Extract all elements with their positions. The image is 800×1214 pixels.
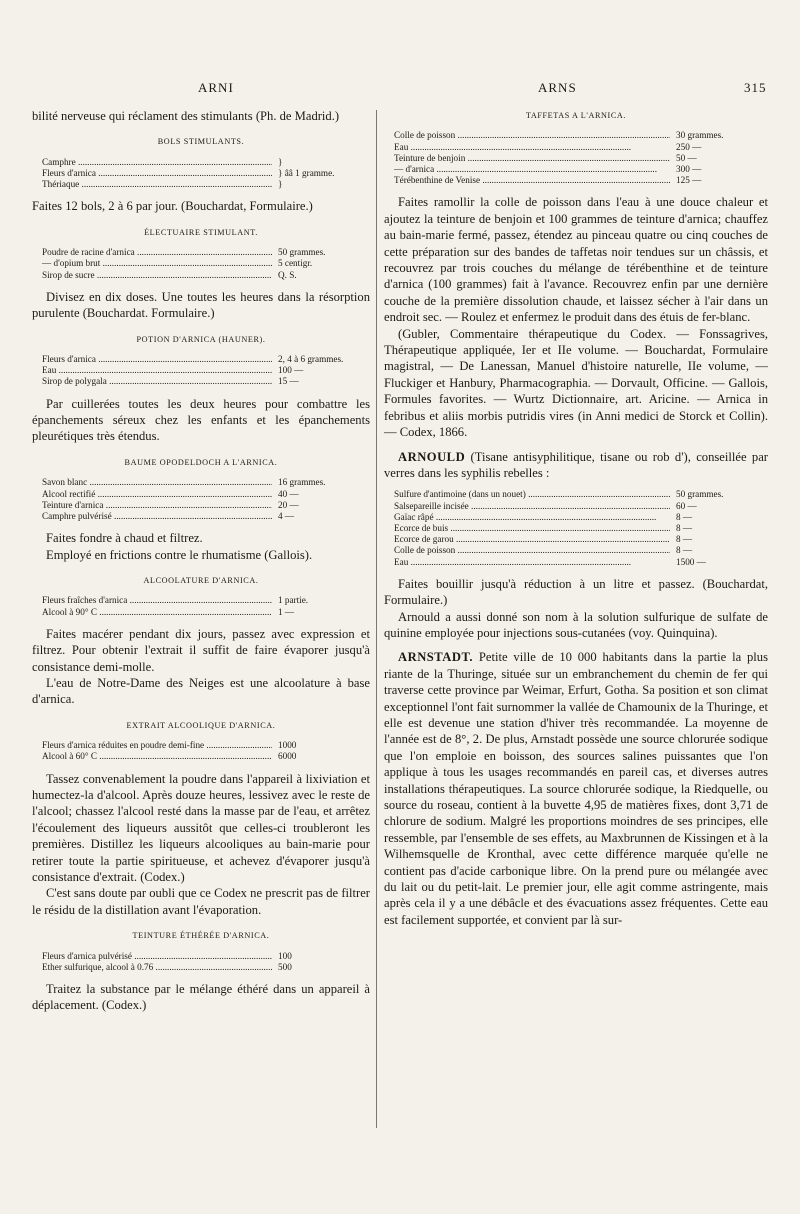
- recipe-title-alcoolature: ALCOOLATURE D'ARNICA.: [143, 575, 259, 585]
- ingredient-name: Fleurs d'arnica pulvérisé .....: [42, 951, 272, 962]
- ingredient-name: Ecorce de garou .....: [394, 534, 670, 545]
- ingredient-quantity: 50 —: [676, 152, 697, 163]
- ingredients-alcoolature: [32, 595, 370, 617]
- ingredient-quantity: 2, 4 à 6 grammes.: [278, 354, 344, 365]
- entry-arnould: [384, 449, 768, 482]
- ingredient-row: [42, 740, 370, 751]
- paragraph-taffetas: Faites ramollir la colle de poisson dans l'eau à une douce chaleur et ajoutez la teinture de benjoin et 100 grammes de teinture d'arnica; chauffez au bain-marie fermé, passez, étendez au pinceau quatre ou cinq couches de cette préparation sur des bandes de taffetas noir tendues sur un châssis, et recouvrez par trois couches du mélange de térébenthine et de teinture d'arnica (100 grammes) fait à l'avance. Recouvrez enfin par une dernière couche de la première dissolution chaude, et laissez sécher à l'air dans un endroit sec. — Roulez et enfermez le produit dans des étuis de fer-blanc.: [384, 195, 768, 325]
- recipe-title-teinture: TEINTURE ÉTHÉRÉE D'ARNICA.: [132, 931, 270, 941]
- ingredient-quantity: }: [278, 179, 283, 190]
- ingredients-taffetas: [384, 130, 768, 186]
- ingredients-teinture: [32, 951, 370, 973]
- ingredient-quantity: 60 —: [676, 500, 697, 511]
- ingredient-name: Térébenthine de Venise .....: [394, 175, 670, 186]
- paragraph-baume-1: Faites fondre à chaud et filtrez.: [46, 531, 203, 546]
- running-head-middle: ARNS: [538, 80, 577, 95]
- ingredient-name: Teinture d'arnica .....: [42, 500, 272, 511]
- ingredient-quantity: 125 —: [676, 175, 702, 186]
- paragraph-alcoolature-1: Faites macérer pendant dix jours, passez avec expression et filtrez. Pour obtenir l'extrait il suffit de faire évaporer jusqu'à consistance demi-molle.: [32, 626, 370, 674]
- recipe-title-extrait: EXTRAIT ALCOOLIQUE D'ARNICA.: [126, 720, 276, 730]
- ingredient-name: Gaïac râpé .....: [394, 512, 670, 523]
- ingredient-quantity: 500: [278, 961, 292, 972]
- ingredient-row: [42, 751, 370, 762]
- ingredient-row: [394, 175, 768, 186]
- ingredient-quantity: 8 —: [676, 545, 693, 556]
- ingredient-row: [42, 258, 370, 269]
- paragraph-potion: Par cuillerées toutes les deux heures pour combattre les épanchements séreux chez les enfants et les épanchements pleurétiques très étendus.: [32, 396, 370, 444]
- ingredient-quantity: 8 —: [676, 534, 693, 545]
- paragraph-bols: Faites 12 bols, 2 à 6 par jour. (Bouchardat, Formulaire.): [32, 199, 313, 214]
- paragraph-electuaire: Divisez en dix doses. Une toutes les heures dans la résorption purulente (Bouchardat. Formulaire.): [32, 289, 370, 321]
- ingredient-quantity: 8 —: [676, 511, 693, 522]
- paragraph-alcoolature-2: L'eau de Notre-Dame des Neiges est une alcoolature à base d'arnica.: [32, 675, 370, 707]
- ingredient-name: Salsepareille incisée .....: [394, 501, 670, 512]
- ingredient-name: Teinture de benjoin .....: [394, 153, 670, 164]
- ingredient-name: Sirop de polygala .....: [42, 376, 272, 387]
- ingredient-row: [42, 489, 370, 500]
- ingredient-name: — d'arnica .....: [394, 164, 670, 175]
- paragraph-extrait-1: Tassez convenablement la poudre dans l'appareil à lixiviation et humectez-la d'alcool. Après douze heures, lessivez avec le reste de l'alcool; chassez l'alcool resté dans la masse par de l'eau, et arrêtez l'écoulement des liqueurs aussitôt que celles-ci troubleront les premières. Distillez les liqueurs alcooliques au bain-marie pour retirer toute la partie spiritueuse, et achevez d'évaporer jusqu'à consistance d'extrait. (Codex.): [32, 771, 370, 885]
- ingredient-name: Alcool rectifié .....: [42, 489, 272, 500]
- ingredient-row: [394, 153, 768, 164]
- intro-paragraph: bilité nerveuse qui réclament des stimulants (Ph. de Madrid.): [32, 109, 340, 123]
- ingredient-row: [394, 512, 768, 523]
- ingredient-row: [42, 270, 370, 281]
- ingredient-quantity: 250 —: [676, 141, 702, 152]
- entry-head-arnstadt: ARNSTADT.: [398, 650, 474, 665]
- ingredient-quantity: 1500 —: [676, 556, 706, 567]
- ingredient-name: Eau .....: [394, 142, 670, 153]
- ingredient-name: Thériaque .....: [42, 179, 272, 190]
- ingredient-name: Fleurs d'arnica réduites en poudre demi-fine .....: [42, 740, 272, 751]
- ingredient-quantity: 15 —: [278, 376, 299, 387]
- ingredient-row: [42, 511, 370, 522]
- paragraph-teinture: Traitez la substance par le mélange éthéré dans un appareil à déplacement. (Codex.): [32, 982, 370, 1013]
- ingredient-name: Alcool à 60° C .....: [42, 751, 272, 762]
- paragraph-references: (Gubler, Commentaire thérapeutique du Codex. — Fonssagrives, Thérapeutique appliquée, Ier et IIe volume. — Bouchardat, Formulaire magistral, — De Lanessan, Manuel d'histoire naturelle, IIe volume, — Fluckiger et Hanbury, Pharmacographia. — Dorvault, Officine. — Gallois, Formules favorites. — Wurtz Dictionnaire, art. Aricine. — Arnica in febribus et aliis morbis putridis vires (in Anni medici de Storck et Collin). — Codex, 1866.: [384, 326, 768, 440]
- ingredients-arnould: [384, 489, 768, 567]
- ingredient-quantity: 100: [278, 950, 292, 961]
- ingredient-row: [394, 501, 768, 512]
- ingredient-name: Colle de poisson .....: [394, 130, 670, 141]
- ingredient-name: Eau .....: [42, 365, 272, 376]
- left-column: [32, 108, 370, 1014]
- ingredient-quantity: 16 grammes.: [278, 477, 326, 488]
- ingredients-extrait: [32, 740, 370, 762]
- ingredient-quantity: }: [278, 156, 283, 167]
- paragraph-arnould-3: Arnould a aussi donné son nom à la solution sulfurique de sulfate de quinine employée pour injections sous-cutanées (voy. Quinquina).: [384, 609, 768, 640]
- running-head-left: ARNI: [198, 80, 234, 95]
- ingredient-row: [42, 607, 370, 618]
- paragraph-baume-2: Employé en frictions contre le rhumatisme (Gallois).: [46, 547, 313, 562]
- ingredient-row: [394, 534, 768, 545]
- ingredient-row: [42, 354, 370, 365]
- recipe-title-taffetas: TAFFETAS A L'ARNICA.: [525, 111, 627, 120]
- recipe-title-electuaire: ÉLECTUAIRE STIMULANT.: [144, 227, 258, 237]
- ingredients-potion: [32, 354, 370, 388]
- ingredient-name: Fleurs d'arnica .....: [42, 168, 272, 179]
- ingredient-quantity: 5 centigr.: [278, 258, 313, 269]
- ingredient-row: [42, 376, 370, 387]
- ingredient-row: [394, 523, 768, 534]
- recipe-title-baume: BAUME OPODELDOCH A L'ARNICA.: [124, 457, 278, 467]
- ingredient-name: Alcool à 90° C .....: [42, 607, 272, 618]
- ingredient-quantity: 50 grammes.: [278, 247, 326, 258]
- ingredient-row: [42, 168, 370, 179]
- ingredient-row: [42, 247, 370, 258]
- entry-head-arnould: ARNOULD: [398, 449, 466, 464]
- ingredient-quantity: 100 —: [278, 365, 304, 376]
- ingredient-name: Camphre .....: [42, 157, 272, 168]
- paragraph-extrait-2: C'est sans doute par oubli que ce Codex ne prescrit pas de filtrer le résidu de la distillation avant l'évaporation.: [32, 886, 370, 917]
- ingredient-row: [394, 557, 768, 568]
- ingredient-row: [42, 500, 370, 511]
- ingredients-baume: [32, 477, 370, 522]
- recipe-title-bols: BOLS STIMULANTS.: [157, 137, 245, 147]
- ingredient-row: [394, 130, 768, 141]
- ingredient-name: Savon blanc .....: [42, 477, 272, 488]
- ingredient-name: Fleurs fraîches d'arnica .....: [42, 595, 272, 606]
- ingredients-electuaire: [32, 247, 370, 281]
- ingredient-name: Colle de poisson .....: [394, 545, 670, 556]
- entry-arnstadt: [384, 649, 768, 928]
- ingredient-quantity: 6000: [278, 751, 297, 762]
- ingredient-quantity: 1000: [278, 740, 297, 751]
- ingredient-row: [42, 951, 370, 962]
- ingredient-name: Fleurs d'arnica .....: [42, 354, 272, 365]
- ingredient-quantity: 50 grammes.: [676, 489, 724, 500]
- ingredient-quantity: 1 —: [278, 606, 295, 617]
- entry-text-arnould: (Tisane antisyphilitique, tisane ou rob d'), conseillée par verres dans les syphilis rebelles :: [384, 449, 768, 480]
- ingredient-row: [394, 164, 768, 175]
- ingredient-quantity: 40 —: [278, 488, 299, 499]
- right-column: [384, 108, 768, 928]
- ingredient-row: [394, 489, 768, 500]
- ingredient-row: [42, 595, 370, 606]
- ingredient-row: [42, 962, 370, 973]
- ingredient-name: Eau .....: [394, 557, 670, 568]
- ingredient-name: Ecorce de buis .....: [394, 523, 670, 534]
- ingredient-name: Ether sulfurique, alcool à 0.76 .....: [42, 962, 272, 973]
- ingredient-row: [394, 142, 768, 153]
- ingredient-quantity: 8 —: [676, 522, 693, 533]
- page-number: 315: [744, 80, 767, 95]
- ingredient-quantity: 4 —: [278, 510, 295, 521]
- ingredient-name: Sulfure d'antimoine (dans un nouet) .....: [394, 489, 670, 500]
- ingredient-name: Sirop de sucre .....: [42, 270, 272, 281]
- ingredient-row: [42, 365, 370, 376]
- ingredient-name: Poudre de racine d'arnica .....: [42, 247, 272, 258]
- ingredient-quantity: 20 —: [278, 499, 299, 510]
- ingredient-quantity: } ââ 1 gramme.: [278, 168, 335, 179]
- ingredient-row: [42, 477, 370, 488]
- column-divider: [376, 110, 377, 1128]
- ingredient-name: — d'opium brut .....: [42, 258, 272, 269]
- paragraph-arnould-2: Faites bouillir jusqu'à réduction à un litre et passez. (Bouchardat, Formulaire.): [384, 576, 768, 608]
- ingredient-row: [42, 157, 370, 168]
- ingredient-row: [42, 179, 370, 190]
- ingredients-bols: [32, 157, 370, 191]
- recipe-title-potion: POTION D'ARNICA (HAUNER).: [136, 334, 266, 344]
- ingredient-quantity: 30 grammes.: [676, 130, 724, 141]
- entry-text-arnstadt: Petite ville de 10 000 habitants dans la partie la plus riante de la Thuringe, située sur un embranchement du chemin de fer qui traverse cette province par Weimar, Erfurt, Gotha. Sa position et son climat exceptionnel l'ont fait surnommer la vallée de Chamounix de la Thuringe, et elle est devenue une station d'hiver très recommandée. La moyenne de l'année est de 8°, 2. De plus, Arnstadt possède une source chlorurée sodique que l'on emploie en boisson, des sources salines puissantes que l'on applique à tous les usages recommandés en pareil cas, et diverses autres installations thérapeutiques. La source chlorurée sodique, la Riedquelle, ou source du roseau, contient à la buvette 4,95 de matières fixes, dont 3,71 de chlorure de sodium. Malgré les proportions moindres de ses principes, elle ressemble, par l'ensemble de ses effets, au Maxbrunnen de Kissingen et à la Wilhemsquelle de Kronthal, avec cette différence marquée qu'elle ne contient pas d'acide carbonique libre. On la prend pure ou mélangée avec du lait ou du petit-lait. Le premier jour, elle agit comme astringente, mais après cela il y a une débâcle et des évacuations assez fréquentes. Cette eau est facilement supportée, et convient par là sur-: [384, 650, 768, 927]
- ingredient-quantity: 1 partie.: [278, 595, 309, 606]
- ingredient-row: [394, 545, 768, 556]
- ingredient-quantity: Q. S.: [278, 269, 297, 280]
- ingredient-name: Camphre pulvérisé .....: [42, 511, 272, 522]
- ingredient-quantity: 300 —: [676, 164, 702, 175]
